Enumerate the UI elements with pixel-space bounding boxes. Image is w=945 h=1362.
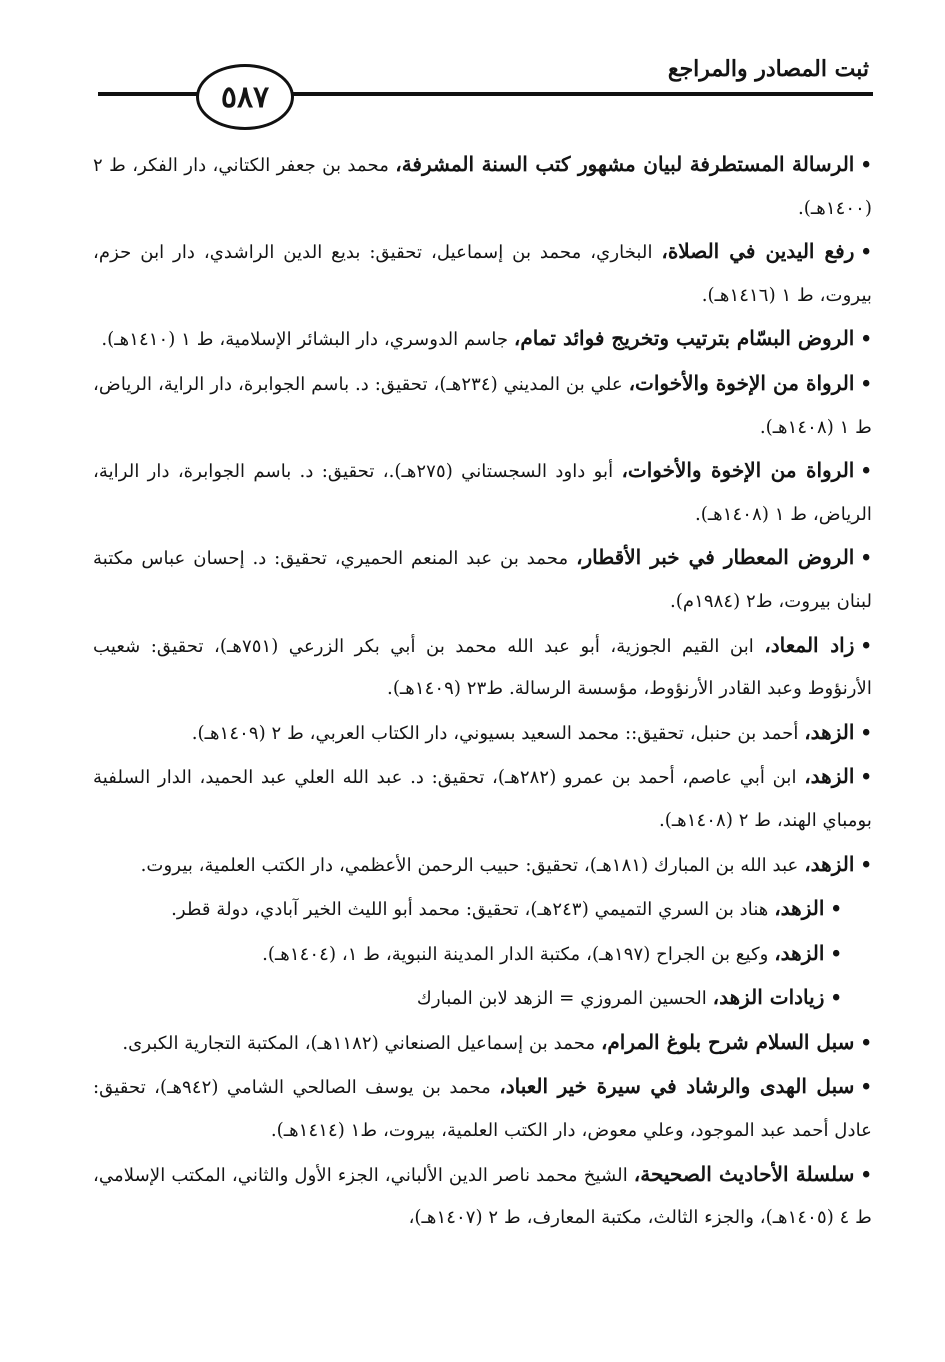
bibliography-entry [93,1153,872,1240]
bullet-icon: • [860,722,872,744]
bullet-icon: • [830,988,842,1010]
entry-title: الرواة من الإخوة والأخوات، [628,370,855,395]
entry-details: عبد الله بن المبارك (١٨١هـ)، تحقيق: حبيب الرحمن الأعظمي، دار الكتب العلمية، بيروت. [140,854,805,876]
page-header [0,0,945,135]
entry-title: رفع اليدين في الصلاة، [661,239,855,264]
bibliography-entry [93,317,872,362]
bullet-icon: • [860,373,873,395]
bullet-icon: • [860,329,872,351]
bullet-icon: • [860,767,872,789]
bullet-icon: • [860,548,872,570]
entry-title: الزهد، [804,764,855,789]
entry-title: الزهد، [774,940,825,965]
bibliography-entry [93,536,872,623]
bullet-icon: • [830,943,842,965]
bibliography-entry [93,143,872,230]
bibliography-entry [93,976,872,1021]
entry-title: زاد المعاد، [764,632,855,657]
entry-details: محمد بن جعفر الكتاني، دار الفكر، ط ٢ (١٤٠٠هـ). [93,155,872,219]
bullet-icon: • [830,899,842,921]
bibliography-entry [93,624,872,711]
entry-details: أبو داود السجستاني (٢٧٥هـ).، تحقيق: د. باسم الجوابرة، دار الراية، الرياض، ط ١ (١٤٠٨هـ). [93,461,872,525]
entry-details: محمد بن إسماعيل الصنعاني (١١٨٢هـ)، المكتبة التجارية الكبرى. [122,1032,601,1054]
entry-details: وكيع بن الجراح (١٩٧هـ)، مكتبة الدار المدينة النبوية، ط ١، (١٤٠٤هـ). [262,943,775,965]
bullet-icon: • [860,854,872,876]
bibliography-entry [93,755,872,842]
running-header-title: ثبت المصادر والمراجع [667,56,869,82]
entry-title: الزهد، [804,719,855,744]
bullet-icon: • [860,155,872,176]
bibliography-entry [93,1065,872,1152]
bullet-icon: • [860,635,872,657]
page-number-oval [196,64,294,130]
entry-details: ابن القيم الجوزية، أبو عبد الله محمد بن أبي بكر الزرعي (٧٥١هـ)، تحقيق: شعيب الأرنؤوط وعبد القادر الأرنؤوط، مؤسسة الرسالة. ط٢٣ (١٤٠٩هـ). [93,635,872,700]
entry-title: الزهد، [804,851,855,876]
entry-title: الرواة من الإخوة والأخوات، [621,458,855,483]
bullet-icon: • [860,1077,872,1099]
entry-title: سبل الهدى والرشاد في سيرة خير العباد، [499,1074,855,1099]
bibliography-entry [93,449,872,536]
entry-title: الزهد، [774,896,825,921]
entry-details: محمد بن يوسف الصالحي الشامي (٩٤٢هـ)، تحقيق: عادل أحمد عبد الموجود، وعلي معوض، دار الكتب العلمية، بيروت، ط١ (١٤١٤هـ). [93,1077,872,1142]
entry-details: هناد بن السري التميمي (٢٤٣هـ)، تحقيق: محمد أبو الليث الخير آبادي، دولة قطر. [171,899,775,921]
bibliography-entry [93,230,872,317]
page-number: ٥٨٧ [220,79,270,115]
bibliography-entry [93,932,872,977]
entry-title: الرسالة المستطرفة لبيان مشهور كتب السنة المشرفة، [395,152,855,176]
bibliography-entry [93,1021,872,1066]
bullet-icon: • [860,461,872,483]
bibliography-entry [93,711,872,756]
entry-title: زيادات الزهد، [712,985,825,1010]
entry-title: سلسلة الأحاديث الصحيحة، [633,1161,855,1186]
bullet-icon: • [860,1164,872,1186]
bibliography-list [93,143,872,1240]
entry-details: الحسين المروزي = الزهد لابن المبارك [416,988,713,1010]
bibliography-entry [93,362,872,449]
bibliography-entry [93,843,872,888]
entry-title: الروض البسّام بترتيب وتخريج فوائد تمام، [513,326,855,351]
bibliography-entry [93,887,872,932]
bullet-icon: • [860,242,872,264]
entry-details: محمد بن عبد المنعم الحميري، تحقيق: د. إحسان عباس مكتبة لبنان بيروت، ط٢ (١٩٨٤م). [93,548,872,612]
entry-details: أحمد بن حنبل، تحقيق:: محمد السعيد بسيوني، دار الكتاب العربي، ط ٢ (١٤٠٩هـ). [191,722,805,744]
bullet-icon: • [860,1032,872,1054]
entry-details: الشيخ محمد ناصر الدين الألباني، الجزء الأول والثاني، المكتب الإسلامي، ط ٤ (١٤٠٥هـ)، والجزء الثالث، مكتبة المعارف، ط ٢ (١٤٠٧هـ)، [93,1164,872,1229]
entry-title: الروض المعطار في خبر الأقطار، [576,545,855,570]
entry-details: علي بن المديني (٢٣٤هـ)، تحقيق: د. باسم الجوابرة، دار الراية، الرياض، ط ١ (١٤٠٨هـ). [93,373,872,438]
entry-title: سبل السلام شرح بلوغ المرام، [600,1029,855,1054]
entry-details: ابن أبي عاصم، أحمد بن عمرو (٢٨٢هـ)، تحقيق: د. عبد الله العلي عبد الحميد، الدار السلفية بومباي الهند، ط ٢ (١٤٠٨هـ). [93,767,872,831]
entry-details: البخاري، محمد بن إسماعيل، تحقيق: بديع الدين الراشدي، دار ابن حزم، بيروت، ط ١ (١٤١٦هـ). [93,242,872,306]
entry-details: جاسم الدوسري، دار البشائر الإسلامية، ط ١ (١٤١٠هـ). [101,329,514,351]
